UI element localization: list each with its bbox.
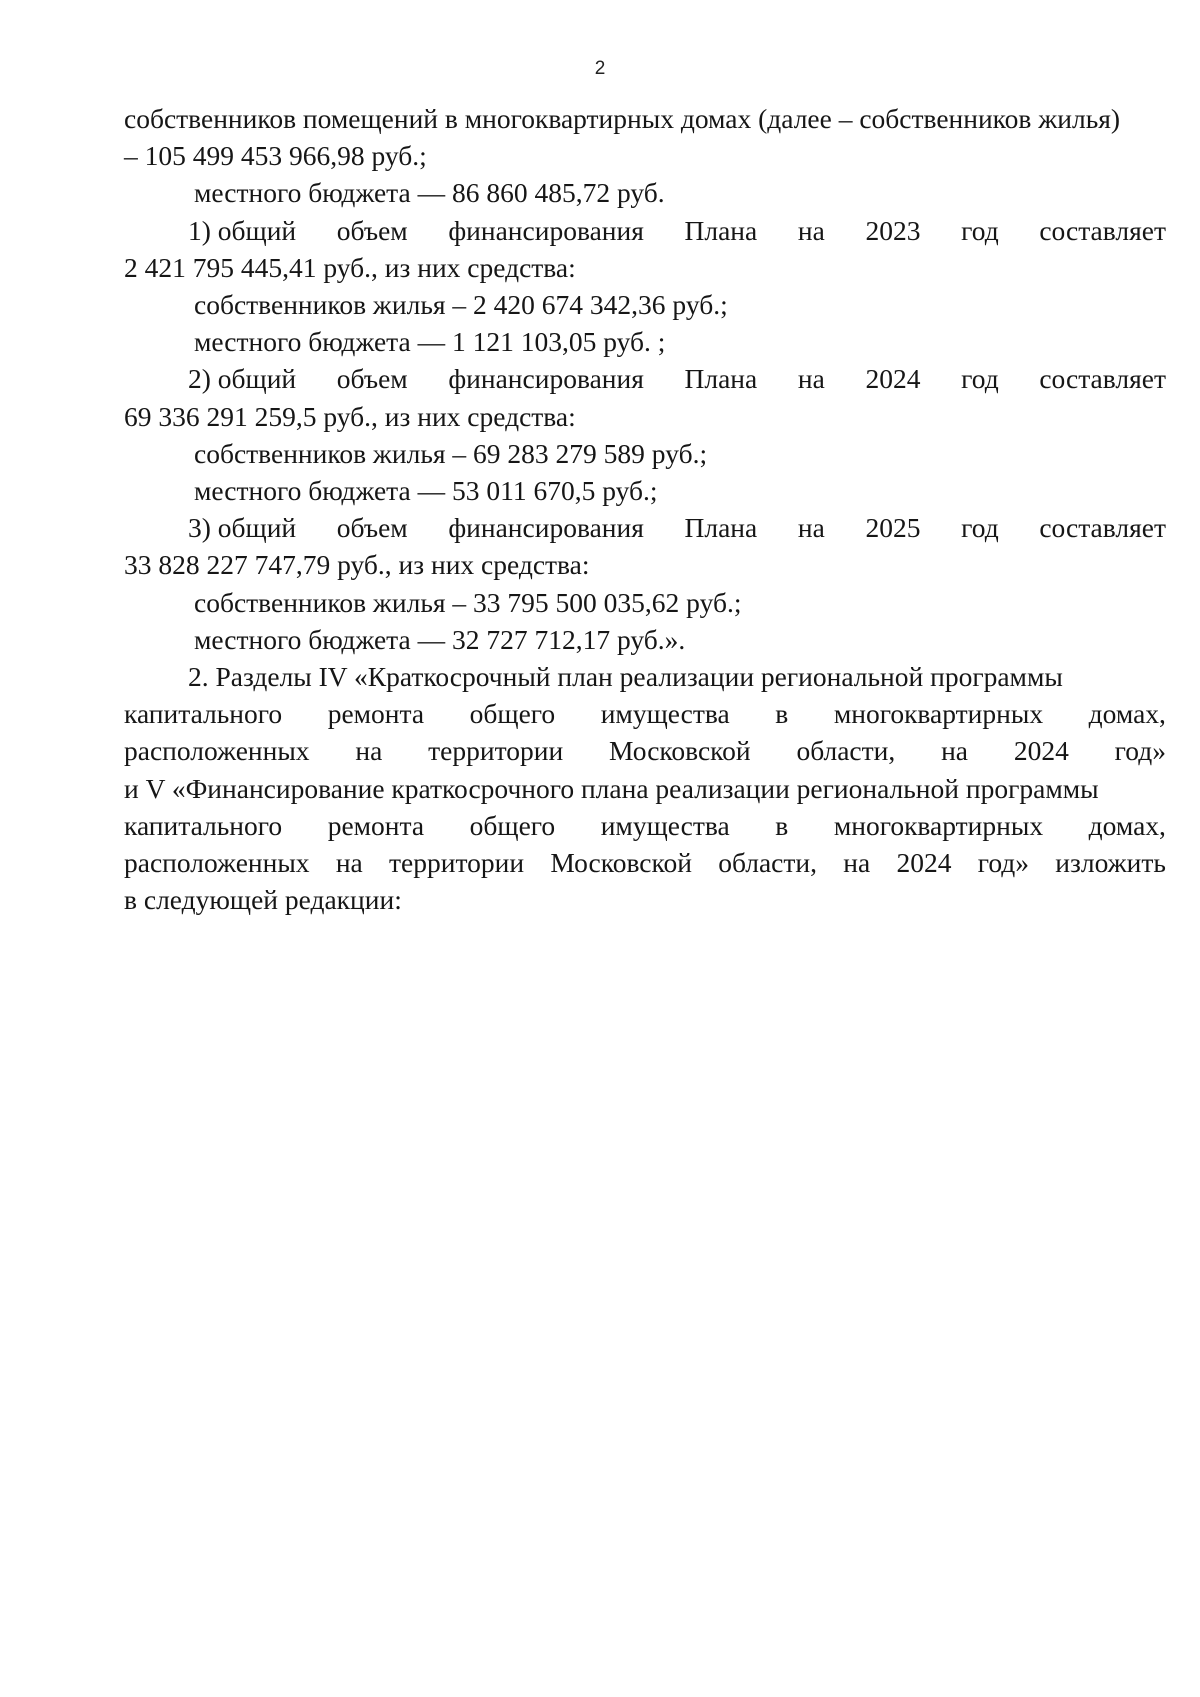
text-line: местного бюджета — 1 121 103,05 руб. ; xyxy=(194,326,666,358)
text-line: 33 828 227 747,79 руб., из них средства: xyxy=(124,549,590,581)
justified-line xyxy=(124,732,1166,769)
word: составляет xyxy=(1039,363,1166,395)
word: год xyxy=(961,512,999,544)
page-number: 2 xyxy=(594,58,606,79)
word: финансирования xyxy=(448,214,644,246)
word: расположенных xyxy=(124,847,310,879)
text-line: собственников помещений в многоквартирных домах (далее – собственников жилья) xyxy=(124,103,1121,134)
word: капитального xyxy=(124,698,283,730)
word: в xyxy=(775,809,789,841)
word: год xyxy=(961,363,999,395)
word: составляет xyxy=(1039,214,1166,246)
text-line: местного бюджета — 53 011 670,5 руб.; xyxy=(194,475,658,507)
word: общего xyxy=(469,809,556,841)
word: капитального xyxy=(124,809,283,841)
word: многоквартирных xyxy=(833,698,1044,730)
justified-line xyxy=(124,695,1166,732)
text-line: собственников жилья – 69 283 279 589 руб.; xyxy=(194,437,708,469)
text-line: местного бюджета — 32 727 712,17 руб.». xyxy=(194,623,686,655)
text-line: 69 336 291 259,5 руб., из них средства: xyxy=(124,400,576,432)
word: изложить xyxy=(1055,847,1166,879)
word: 2) общий xyxy=(188,363,297,395)
word: объем xyxy=(336,214,408,246)
word: год» xyxy=(1114,735,1166,767)
word: на xyxy=(941,735,969,767)
word: территории xyxy=(389,847,525,879)
word: объем xyxy=(336,512,408,544)
justified-line xyxy=(124,509,1166,546)
word: 2024 xyxy=(1013,735,1069,767)
word: домах, xyxy=(1088,809,1166,841)
word: на xyxy=(355,735,383,767)
text-line: и V «Финансирование краткосрочного плана реализации региональной программы xyxy=(124,772,1099,804)
word: ремонта xyxy=(327,698,425,730)
word: ремонта xyxy=(327,809,425,841)
word: объем xyxy=(336,363,408,395)
word: составляет xyxy=(1039,512,1166,544)
word: 2024 xyxy=(896,847,952,879)
justified-line xyxy=(124,844,1166,881)
word: на xyxy=(335,847,363,879)
word: 2024 xyxy=(865,363,921,395)
justified-line xyxy=(124,807,1166,844)
word: финансирования xyxy=(448,363,644,395)
word: имущества xyxy=(600,809,730,841)
word: Московской xyxy=(609,735,751,767)
text-line: – 105 499 453 966,98 руб.; xyxy=(124,140,427,172)
word: на xyxy=(797,214,825,246)
word: 2025 xyxy=(865,512,921,544)
word: Московской xyxy=(550,847,692,879)
justified-line xyxy=(124,212,1166,249)
word: расположенных xyxy=(124,735,310,767)
document-body xyxy=(124,100,1166,918)
word: год» xyxy=(977,847,1030,879)
word: домах, xyxy=(1088,698,1166,730)
text-line: местного бюджета — 86 860 485,72 руб. xyxy=(194,177,665,209)
word: Плана xyxy=(684,363,758,395)
text-line: в следующей редакции: xyxy=(124,884,402,916)
text-line: 2. Разделы IV «Краткосрочный план реализации региональной программы xyxy=(188,661,1063,693)
word: многоквартирных xyxy=(833,809,1044,841)
word: общего xyxy=(469,698,556,730)
text-line: 2 421 795 445,41 руб., из них средства: xyxy=(124,251,576,283)
word: Плана xyxy=(684,512,758,544)
word: территории xyxy=(428,735,564,767)
word: Плана xyxy=(684,214,758,246)
word: в xyxy=(775,698,789,730)
word: имущества xyxy=(600,698,730,730)
word: на xyxy=(843,847,871,879)
word: 2023 xyxy=(865,214,921,246)
word: финансирования xyxy=(448,512,644,544)
text-line: собственников жилья – 33 795 500 035,62 руб.; xyxy=(194,586,742,618)
word: на xyxy=(797,512,825,544)
word: 1) общий xyxy=(188,214,297,246)
word: области, xyxy=(796,735,896,767)
text-line: собственников жилья – 2 420 674 342,36 руб.; xyxy=(194,289,728,321)
word: 3) общий xyxy=(188,512,297,544)
word: области, xyxy=(718,847,817,879)
word: на xyxy=(797,363,825,395)
word: год xyxy=(961,214,999,246)
justified-line xyxy=(124,360,1166,397)
